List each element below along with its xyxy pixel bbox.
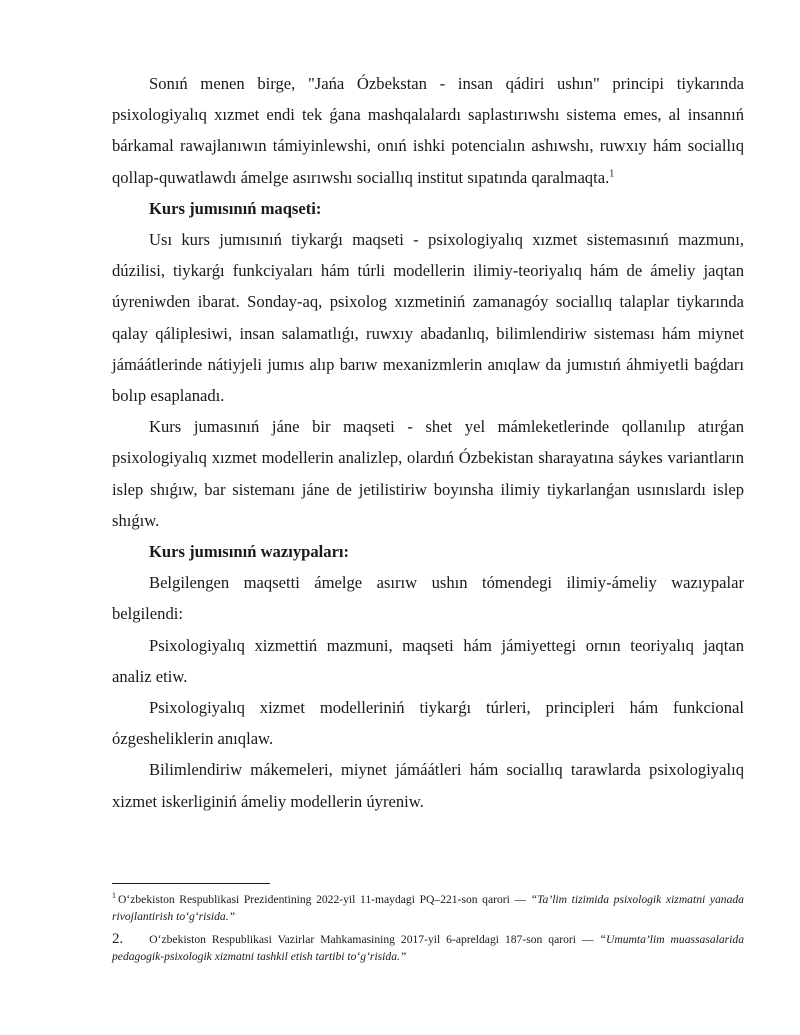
document-body — [112, 68, 744, 817]
footnote-reference-1[interactable]: 1 — [609, 168, 615, 180]
paragraph-task-3: Bilimlendiriw mákemeleri, miynet jámáátleri hám sociallıq tarawlarda psixologiyalıq xizmet iskerliginiń ámeliy modellerin úyreniw. — [112, 760, 744, 811]
footnote-title: “Umumta’lim muassasalarida pedagogik-psixologik xizmatni tashkil etish tartibi to‘g‘risida.” — [112, 933, 744, 963]
footnote-separator — [112, 883, 270, 884]
footnote-text: O‘zbekiston Respublikasi Prezidentining 2022-yil 11-maydagi PQ–221-son qarori — — [118, 893, 531, 906]
footnote-1 — [112, 891, 744, 925]
heading-goal: Kurs jumısınıń maqseti: — [149, 198, 322, 218]
paragraph-goal-1: Usı kurs jumısınıń tiykarǵı maqseti - psixologiyalıq xızmet sistemasınıń mazmunı, dúzilisi, tiykarǵı funkciyaları hám túrli modellerin ilimiy-teoriyalıq hám de ámeliy jaqtan úyreniwden ibarat. Sonday-aq, psixolog xızmetiniń zamanagóy sociallıq talaplar tiykarında qalay qáliplesiwi, insan salamatlıǵı, ruwxıy abadanlıq, bilimlendiriw sisteması hám miynet jámáátlerinde nátiyjeli jumıs alıp barıw mexanizmlerin anıqlaw da jumıstıń áhmiyetli baǵdarı bolıp esaplanadı. — [112, 230, 744, 406]
paragraph-task-2: Psixologiyalıq xizmet modelleriniń tiykarǵı túrleri, principleri hám funkcional ózgesheliklerin anıqlaw. — [112, 698, 744, 749]
paragraph-task-1: Psixologiyalıq xizmettiń mazmuni, maqseti hám jámiyettegi ornın teoriyalıq jaqtan analiz etiw. — [112, 635, 744, 686]
paragraph-tasks-intro: Belgilengen maqsetti ámelge asırıw ushın tómendegi ilimiy-ámeliy wazıypalar belgilendi: — [112, 573, 744, 624]
paragraph-intro: Sonıń menen birge, "Jańa Ózbekstan - insan qádiri ushın" principi tiykarında psixologiyalıq xızmet endi tek ǵana mashqalalardı saplastırıwshı sistema emes, al insannıń bárkamal rawajlanıwın támiyinlewshi, onıń ishki potencialın ashıwshı, ruwxıy hám sociallıq qollap-quwatlawdı ámelge asırıwshı sociallıq institut sıpatında qaralmaqta.$^1$ — [112, 74, 744, 187]
heading-tasks: Kurs jumısınıń wazıypaları: — [149, 542, 350, 562]
footnote-title: “Ta’lim tizimida psixologik xizmatni yanada rivojlantirish to‘g‘risida.” — [112, 893, 744, 923]
footnote-mark: 1 — [112, 891, 116, 901]
footnote-text: O‘zbekiston Respublikasi Vazirlar Mahkamasining 2017-yil 6-apreldagi 187-son qarori — — [149, 933, 600, 946]
paragraph-goal-2: Kurs jumasınıń jáne bir maqseti - shet yel mámleketlerinde qollanılıp atırǵan psixologiyalıq xızmet modellerin analizlep, olardıń Ózbekistan sharayatına sáykes variantların islep shıǵıw, bar sistemanı jáne de jetilistiriw boyınsha ilimiy tiykarlanǵan usınıslardı islep shıǵıw. — [112, 417, 744, 530]
footnotes — [112, 891, 744, 971]
footnote-mark: 2. — [112, 931, 124, 947]
footnote-2 — [112, 931, 744, 965]
